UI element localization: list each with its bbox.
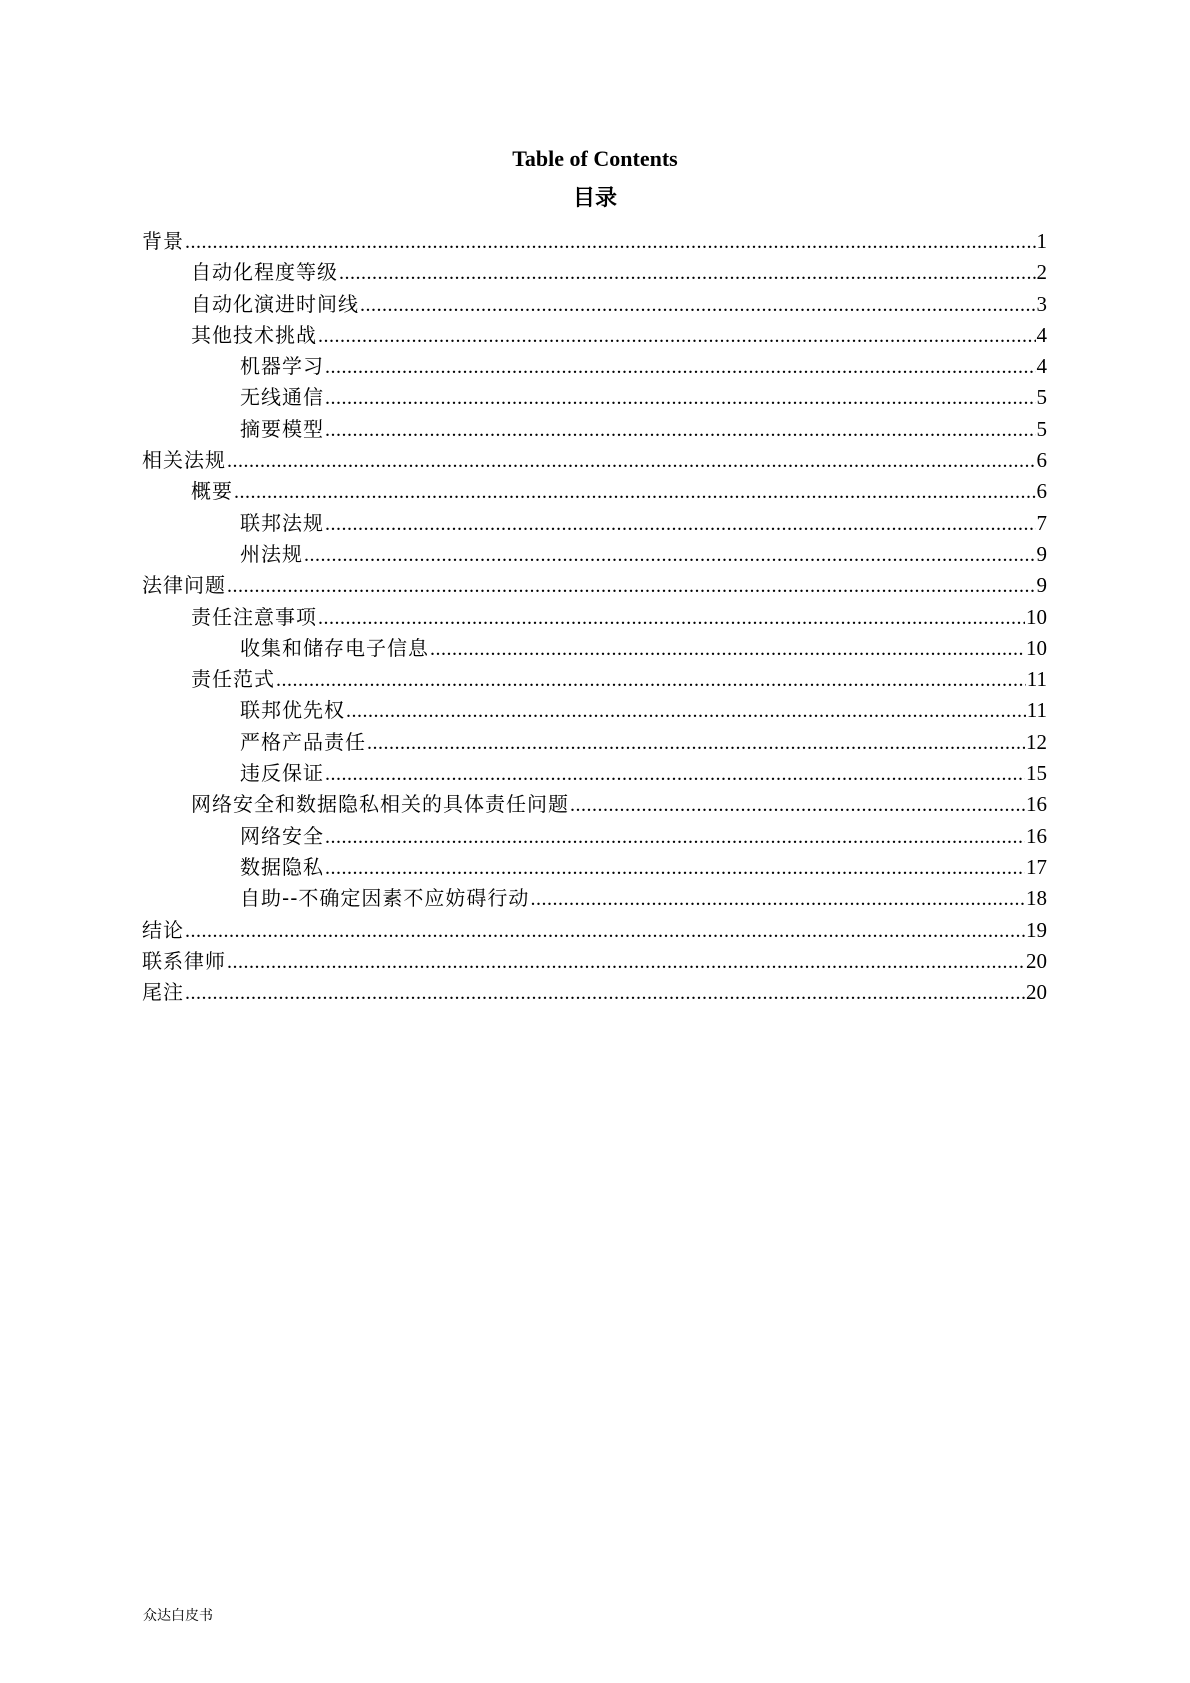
toc-entry-self-help[interactable] (142, 883, 1047, 914)
toc-entry-machine-learning[interactable] (142, 351, 1047, 382)
toc-entry-page: 9 (1036, 573, 1047, 598)
toc-leader-dots (276, 665, 1026, 696)
page-footer: 众达白皮书 (143, 1608, 213, 1624)
toc-entry-contact-lawyer[interactable] (142, 946, 1047, 977)
toc-entry-label: 无线通信 (240, 385, 324, 410)
toc-entry-label: 联邦优先权 (240, 698, 345, 723)
toc-entry-page: 18 (1026, 886, 1047, 911)
toc-entry-label: 相关法规 (142, 448, 226, 473)
toc-entry-legal-issues[interactable] (142, 570, 1047, 601)
toc-entry-page: 5 (1036, 385, 1047, 410)
toc-entry-cyber-privacy-liability[interactable] (142, 789, 1047, 820)
toc-leader-dots (360, 290, 1036, 321)
toc-entry-page: 16 (1026, 792, 1047, 817)
toc-entry-label: 州法规 (240, 541, 303, 566)
toc-entry-summary-model[interactable] (142, 414, 1047, 445)
toc-entry-federal-preemption[interactable] (142, 695, 1047, 726)
toc-entry-page: 5 (1036, 416, 1047, 441)
toc-leader-dots (325, 853, 1025, 884)
toc-entry-page: 11 (1026, 698, 1047, 723)
toc-leader-dots (185, 978, 1025, 1009)
toc-entry-label: 尾注 (142, 980, 184, 1005)
toc-entry-page: 20 (1026, 948, 1047, 973)
toc-leader-dots (227, 947, 1025, 978)
toc-entry-endnotes[interactable] (142, 977, 1047, 1008)
toc-leader-dots (304, 540, 1036, 571)
toc-entry-breach-warranty[interactable] (142, 758, 1047, 789)
toc-entry-label: 责任注意事项 (191, 604, 317, 629)
toc-entry-label: 网络安全 (240, 823, 324, 848)
toc-entry-label: 网络安全和数据隐私相关的具体责任问题 (191, 792, 569, 817)
toc-entry-page: 11 (1026, 667, 1047, 692)
toc-entry-conclusion[interactable] (142, 915, 1047, 946)
toc-entry-page: 19 (1026, 917, 1047, 942)
toc-entry-page: 17 (1026, 854, 1047, 879)
toc-entry-page: 4 (1036, 322, 1047, 347)
toc-entry-label: 机器学习 (240, 354, 324, 379)
toc-title-english: Table of Contents (512, 146, 678, 171)
toc-entry-label: 严格产品责任 (240, 729, 366, 754)
toc-entry-page: 15 (1026, 761, 1047, 786)
toc-entry-label: 结论 (142, 917, 184, 942)
toc-leader-dots (325, 383, 1036, 414)
toc-entry-page: 10 (1026, 604, 1047, 629)
toc-entry-automation-levels[interactable] (142, 257, 1047, 288)
toc-entry-label: 责任范式 (191, 667, 275, 692)
toc-entry-automation-timeline[interactable] (142, 289, 1047, 320)
toc-entry-page: 9 (1036, 541, 1047, 566)
toc-entry-label: 其他技术挑战 (191, 322, 317, 347)
toc-entry-overview[interactable] (142, 476, 1047, 507)
toc-leader-dots (185, 916, 1025, 947)
toc-entry-label: 概要 (191, 479, 233, 504)
toc-entry-page: 10 (1026, 635, 1047, 660)
toc-leader-dots (570, 790, 1025, 821)
toc-entry-liability-considerations[interactable] (142, 602, 1047, 633)
toc-entry-page: 7 (1036, 510, 1047, 535)
toc-entry-page: 16 (1026, 823, 1047, 848)
toc-leader-dots (346, 696, 1026, 727)
toc-leader-dots (325, 509, 1036, 540)
toc-entry-label: 摘要模型 (240, 416, 324, 441)
toc-entry-label: 背景 (142, 229, 184, 253)
toc-leader-dots (185, 227, 1036, 258)
toc-entry-strict-liability[interactable] (142, 727, 1047, 758)
toc-entry-page: 2 (1036, 260, 1047, 285)
toc-leader-dots (530, 884, 1025, 915)
toc-title-chinese: 目录 (572, 186, 617, 211)
toc-leader-dots (318, 321, 1036, 352)
toc-entry-page: 6 (1036, 479, 1047, 504)
toc-entry-page: 6 (1036, 448, 1047, 473)
toc-entry-label: 联邦法规 (240, 510, 324, 535)
toc-entry-label: 违反保证 (240, 761, 324, 786)
toc-entry-page: 20 (1026, 980, 1047, 1005)
table-of-contents (142, 226, 1047, 1008)
toc-entry-page: 12 (1026, 729, 1047, 754)
toc-entry-cybersecurity[interactable] (142, 821, 1047, 852)
toc-entry-data-privacy[interactable] (142, 852, 1047, 883)
toc-leader-dots (227, 446, 1036, 477)
toc-entry-page: 1 (1036, 229, 1047, 253)
toc-leader-dots (325, 415, 1036, 446)
toc-entry-page: 3 (1036, 291, 1047, 316)
toc-entry-label: 联系律师 (142, 948, 226, 973)
toc-entry-federal-regulations[interactable] (142, 508, 1047, 539)
toc-leader-dots (325, 759, 1025, 790)
toc-entry-label: 收集和储存电子信息 (240, 635, 429, 660)
toc-leader-dots (367, 728, 1025, 759)
toc-entry-regulations[interactable] (142, 445, 1047, 476)
toc-leader-dots (339, 258, 1036, 289)
toc-entry-label: 法律问题 (142, 573, 226, 598)
toc-leader-dots (227, 571, 1036, 602)
toc-entry-background[interactable] (142, 226, 1047, 257)
toc-entry-electronic-info[interactable] (142, 633, 1047, 664)
toc-leader-dots (318, 603, 1025, 634)
toc-leader-dots (325, 352, 1036, 383)
toc-entry-label: 数据隐私 (240, 854, 324, 879)
toc-entry-label: 自助--不确定因素不应妨碍行动 (240, 886, 530, 911)
toc-entry-state-regulations[interactable] (142, 539, 1047, 570)
toc-leader-dots (325, 822, 1025, 853)
toc-entry-wireless[interactable] (142, 382, 1047, 413)
toc-leader-dots (430, 634, 1025, 665)
toc-leader-dots (234, 477, 1036, 508)
toc-entry-liability-paradigm[interactable] (142, 664, 1047, 695)
toc-entry-label: 自动化演进时间线 (191, 291, 359, 316)
toc-entry-page: 4 (1036, 354, 1047, 379)
toc-entry-label: 自动化程度等级 (191, 260, 338, 285)
toc-entry-other-challenges[interactable] (142, 320, 1047, 351)
